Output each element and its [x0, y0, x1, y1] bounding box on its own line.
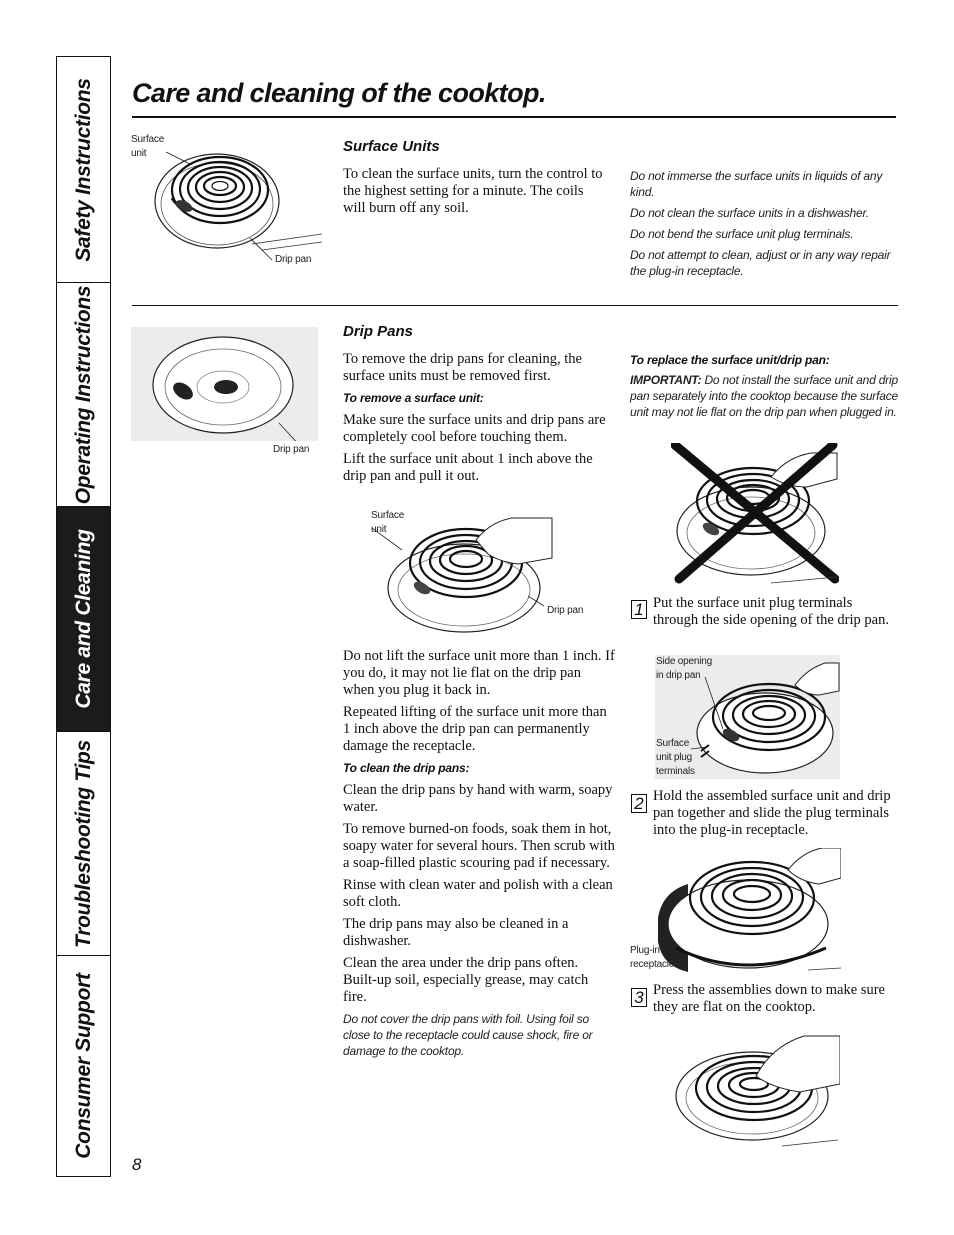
- press-down-illustration: [672, 1024, 840, 1150]
- tab-troubleshooting-tips[interactable]: [57, 732, 110, 956]
- caption-line: receptacle: [630, 959, 675, 970]
- drip-pan-label: Drip pan: [547, 605, 584, 616]
- caption-line: Surface: [371, 510, 405, 521]
- caption-line: terminals: [656, 766, 695, 777]
- paragraph: The drip pans may also be cleaned in a dishwasher.: [343, 916, 569, 949]
- subheading: To remove a surface unit:: [343, 391, 484, 405]
- paragraph: To clean the surface units, turn the control to the highest setting for a minute. The coils will burn off any soil.: [343, 166, 603, 216]
- drip-pan-label: Drip pan: [275, 254, 312, 265]
- tab-label: Safety Instructions: [71, 77, 95, 262]
- plug-into-receptacle-illustration: [658, 848, 841, 972]
- plug-terminals-label: [656, 737, 695, 779]
- caution-item: Do not clean the surface units in a dishwasher.: [630, 206, 869, 220]
- surface-unit-label: [131, 133, 164, 161]
- caution-item: Do not attempt to clean, adjust or in any way repair the plug-in receptacle.: [630, 248, 891, 278]
- subheading: To replace the surface unit/drip pan:: [630, 353, 830, 367]
- step-number: 2: [631, 794, 647, 813]
- caption-line: Side opening: [656, 656, 712, 667]
- replace-instructions: [630, 353, 898, 420]
- surface-units-cautions: [630, 168, 894, 284]
- paragraph: Clean the area under the drip pans often. Built-up soil, especially grease, may catch fire.: [343, 955, 589, 1005]
- drip-pan-label: Drip pan: [273, 444, 310, 455]
- caption-line: unit: [131, 148, 147, 159]
- step-number: 1: [631, 600, 647, 619]
- surface-units-body: [343, 166, 605, 222]
- caption-line: Plug-in: [630, 945, 660, 956]
- caption-line: unit: [371, 524, 387, 535]
- tab-label: Consumer Support: [71, 973, 95, 1159]
- tab-label: Troubleshooting Tips: [71, 739, 95, 948]
- paragraph: Rinse with clean water and polish with a clean soft cloth.: [343, 877, 613, 910]
- paragraph: Make sure the surface units and drip pans are completely cool before touching them.: [343, 412, 606, 445]
- tab-operating-instructions[interactable]: [57, 283, 110, 507]
- title-divider: [132, 116, 896, 118]
- tab-consumer-support[interactable]: [57, 956, 110, 1176]
- caption-line: in drip pan: [656, 670, 701, 681]
- caption-line: Surface: [131, 134, 165, 145]
- page-title: Care and cleaning of the cooktop.: [132, 78, 546, 108]
- side-opening-label: [656, 655, 712, 683]
- plug-in-receptacle-label: [630, 944, 674, 972]
- caption-line: Surface: [656, 738, 690, 749]
- drip-pans-heading: Drip Pans: [343, 323, 414, 340]
- surface-units-heading: Surface Units: [343, 138, 440, 155]
- step-text: Hold the assembled surface unit and drip pan together and slide the plug terminals into the plug-in receptacle.: [653, 788, 891, 838]
- side-nav-tabs: [56, 56, 111, 1177]
- tab-label: Operating Instructions: [71, 285, 95, 504]
- tab-label: Care and Cleaning: [71, 529, 95, 709]
- foil-caution: Do not cover the drip pans with foil. Using foil so close to the receptacle could cause shock, fire or damage to the cooktop.: [343, 1012, 593, 1058]
- caution-item: Do not immerse the surface units in liquids of any kind.: [630, 169, 883, 199]
- paragraph: Do not lift the surface unit more than 1 inch. If you do, it may not lie flat on the drip pan when you plug it back in.: [343, 648, 615, 698]
- paragraph: Lift the surface unit about 1 inch above the drip pan and pull it out.: [343, 451, 593, 484]
- drip-pans-remove-text: [343, 351, 615, 490]
- paragraph: To remove the drip pans for cleaning, the surface units must be removed first.: [343, 351, 582, 384]
- step-text: Put the surface unit plug terminals through the side opening of the drip pan.: [653, 595, 889, 628]
- drip-pan-illustration: [131, 327, 318, 441]
- caption-line: unit plug: [656, 752, 693, 763]
- paragraph: Clean the drip pans by hand with warm, soapy water.: [343, 782, 613, 815]
- step-text: Press the assemblies down to make sure they are flat on the cooktop.: [653, 982, 885, 1015]
- drip-pans-clean-text: [343, 648, 615, 1064]
- step-number: 3: [631, 988, 647, 1007]
- subheading: To clean the drip pans:: [343, 761, 470, 775]
- important-label: IMPORTANT:: [630, 373, 702, 387]
- paragraph: Repeated lifting of the surface unit more than 1 inch above the drip pan can permanently damage the receptacle.: [343, 704, 607, 754]
- tab-care-and-cleaning[interactable]: [57, 507, 110, 732]
- incorrect-install-illustration: [671, 443, 839, 586]
- important-text: Do not install the surface unit and drip pan separately into the cooktop because the surface unit may not lie flat on the drip pan when plugged in.: [630, 373, 898, 419]
- section-divider: [132, 305, 898, 306]
- paragraph: To remove burned-on foods, soak them in hot, soapy water for several hours. Then scrub with a soap-filled plastic scouring pad if necessary.: [343, 821, 615, 871]
- important-note: [630, 372, 898, 420]
- page-number: 8: [132, 1155, 142, 1174]
- surface-unit-label: [371, 509, 404, 537]
- caution-item: Do not bend the surface unit plug terminals.: [630, 227, 854, 241]
- tab-safety-instructions[interactable]: [57, 57, 110, 283]
